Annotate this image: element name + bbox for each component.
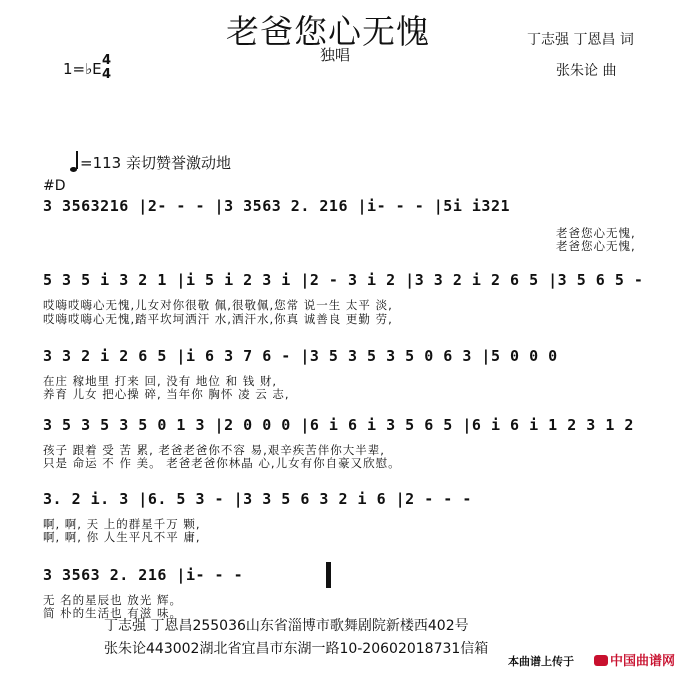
time-sig-bottom: 4 [102,67,112,82]
score-line-2: 5 3 5 i 3 2 1 |i 5 i 2 3 i |2 - 3 i 2 |3 3 2 i 2 6 5 |3 5 6 5 - [43,271,644,289]
lyric-line-5a: 啊, 啊, 天 上的群星千万 颗, [43,517,201,531]
lyric-line-2b: 哎嗨哎嗨心无愧,踏平坎坷洒汗 水,洒汗水,你真 诚善良 更勤 劳, [43,312,393,326]
logo-icon [594,655,608,666]
key-mark: #D [43,178,66,194]
lyric-line-5b: 啊, 啊, 你 人生平凡不平 庸, [43,530,201,544]
lyric-line-6b: 简 朴的生活也 有滋 味。 [43,606,182,620]
lyricist-credit: 丁志强 丁恩昌 词 [527,32,634,48]
score-line-3: 3 3 2 i 2 6 5 |i 6 3 7 6 - |3 5 3 5 3 5 0 6 3 |5 0 0 0 [43,347,558,365]
footer-address-1: 丁志强 丁恩昌255036山东省淄博市歌舞剧院新楼西402号 [104,618,469,634]
final-barline [326,562,331,588]
site-logo[interactable] [594,650,675,669]
lyric-line-4b: 只是 命运 不 作 美。 老爸老爸你林晶 心,儿女有你自豪又欣慰。 [43,456,401,470]
score-line-4: 3 5 3 5 3 5 0 1 3 |2 0 0 0 |6 i 6 i 3 5 6 5 |6 i 6 i 1 2 3 1 2 [43,416,634,434]
lyric-line-3a: 在庄 稼地里 打来 回, 没有 地位 和 钱 财, [43,374,278,388]
lyric-line-1a: 老爸您心无愧, [556,226,636,240]
score-line-6: 3 3563 2. 216 |i- - - [43,566,244,584]
song-subtitle: 独唱 [320,46,351,64]
tempo-text: =113 亲切赞誉激动地 [80,154,231,172]
time-signature [102,54,111,82]
key-signature: 1=♭E [63,60,102,78]
lyric-line-3b: 养育 儿女 把心操 碎, 当年你 胸怀 凌 云 志, [43,387,290,401]
upload-note: 本曲谱上传于 [508,655,574,668]
score-line-5: 3. 2 i. 3 |6. 5 3 - |3 3 5 6 3 2 i 6 |2 - - - [43,490,472,508]
song-title: 老爸您心无愧 [226,12,430,51]
tempo-marking [70,150,231,173]
lyric-line-1b: 老爸您心无愧, [556,239,636,253]
composer-credit: 张朱论 曲 [556,63,617,79]
lyric-line-2a: 哎嗨哎嗨心无愧,儿女对你很敬 佩,很敬佩,您常 说一生 太平 淡, [43,298,393,312]
quarter-note-icon [70,150,78,172]
score-line-1: 3 3563216 |2- - - |3 3563 2. 216 |i- - - |5i i321 [43,197,511,215]
lyric-line-4a: 孩子 跟着 受 苦 累, 老爸老爸你不容 易,艰辛疾苦伴你大半辈, [43,443,385,457]
logo-text: 中国曲谱网 [610,654,676,669]
lyric-line-6a: 无 名的星辰也 放光 辉。 [43,593,182,607]
time-sig-top: 4 [102,53,112,68]
footer-address-2: 张朱论443002湖北省宜昌市东湖一路10-20602018731信箱 [104,641,489,657]
